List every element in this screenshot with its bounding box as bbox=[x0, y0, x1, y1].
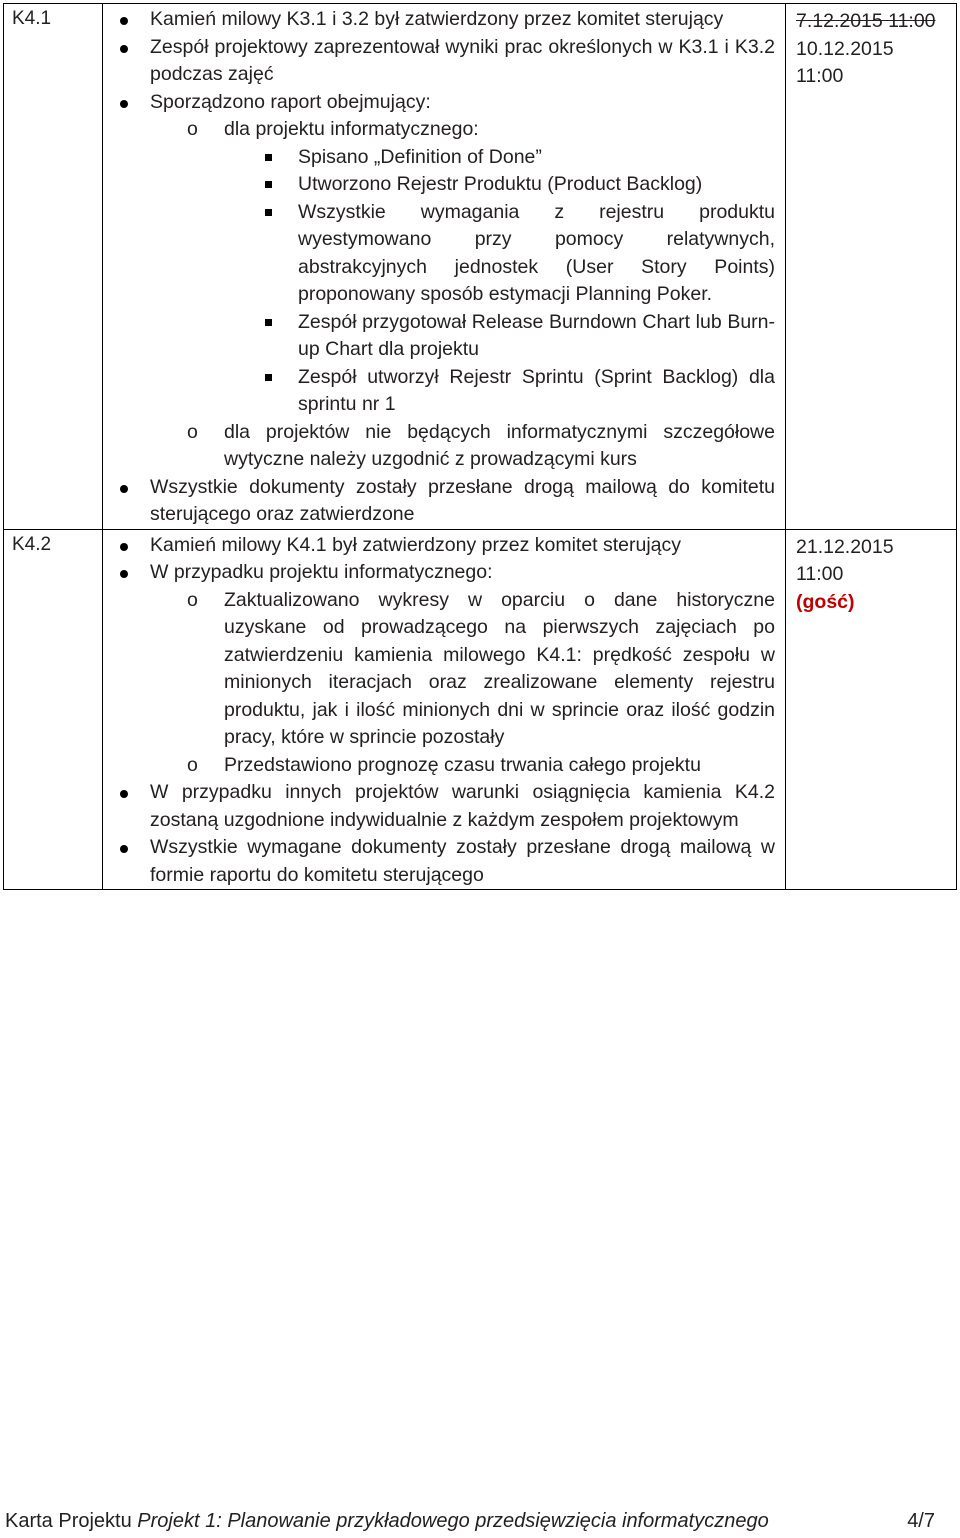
milestone-criteria bbox=[103, 529, 786, 890]
list-item-label: W przypadku projektu informatycznego: bbox=[150, 561, 493, 583]
criteria-list bbox=[103, 4, 785, 529]
footer-title: Projekt 1: Planowanie przykładowego przedsięwzięcia informatycznego bbox=[137, 1510, 769, 1532]
sub-list-item: o Przedstawiono prognozę czasu trwania całego projektu bbox=[224, 752, 775, 780]
revised-time: 11:00 bbox=[796, 65, 844, 87]
sub-sub-list-item: Spisano „Definition of Done” bbox=[298, 144, 775, 172]
list-item: Zespół projektowy zaprezentował wyniki prac określonych w K3.1 i K3.2 podczas zajęć bbox=[150, 34, 775, 89]
milestone-criteria bbox=[103, 4, 786, 530]
sub-sub-list-item: Zespół przygotował Release Burndown Chart lub Burn-up Chart dla projektu bbox=[298, 309, 775, 364]
sub-list bbox=[150, 116, 775, 474]
date: 21.12.2015 bbox=[796, 535, 894, 558]
list-item: Wszystkie dokumenty zostały przesłane drogą mailową do komitetu sterującego oraz zatwierdzone bbox=[150, 474, 775, 529]
sub-sub-list-item: Wszystkie wymagania z rejestru produktu wyestymowano przy pomocy relatywnych, abstrakcyjnych jednostek (User Story Points) proponowany sposób estymacji Planning Poker. bbox=[298, 199, 775, 309]
list-item: Kamień milowy K4.1 był zatwierdzony przez komitet sterujący bbox=[150, 532, 775, 560]
sub-list-item-label: dla projektu informatycznego: bbox=[224, 118, 479, 140]
criteria-list bbox=[103, 530, 785, 890]
sub-sub-list-item: Zespół utworzył Rejestr Sprintu (Sprint Backlog) dla sprintu nr 1 bbox=[298, 364, 775, 419]
list-item bbox=[150, 559, 775, 779]
list-item: W przypadku innych projektów warunki osiągnięcia kamienia K4.2 zostaną uzgodnione indywidualnie z każdym zespołem projektowym bbox=[150, 779, 775, 834]
list-item-label: Sporządzono raport obejmujący: bbox=[150, 90, 431, 113]
list-item bbox=[150, 89, 775, 474]
sub-sub-list bbox=[224, 144, 775, 419]
original-date: 7.12.2015 11:00 bbox=[796, 10, 936, 32]
list-item: Wszystkie wymagane dokumenty zostały przesłane drogą mailową w formie raportu do komitetu sterującego bbox=[150, 834, 775, 889]
milestone-id: K4.2 bbox=[4, 529, 103, 890]
sub-list-item bbox=[224, 116, 775, 419]
table-row bbox=[4, 529, 957, 890]
sub-list bbox=[150, 587, 775, 780]
milestone-id: K4.1 bbox=[4, 4, 103, 530]
milestone-date bbox=[786, 529, 957, 890]
milestone-date bbox=[786, 4, 957, 530]
revised-date: 10.12.2015 bbox=[796, 37, 894, 60]
sub-sub-list-item: Utworzono Rejestr Produktu (Product Backlog) bbox=[298, 171, 775, 199]
sub-list-item: o dla projektów nie będących informatycznymi szczegółowe wytyczne należy uzgodnić z prowadzącymi kurs bbox=[224, 419, 775, 474]
table-row bbox=[4, 4, 957, 530]
milestone-table bbox=[3, 3, 957, 890]
list-item: Kamień milowy K3.1 i 3.2 był zatwierdzony przez komitet sterujący bbox=[150, 6, 775, 34]
page-footer bbox=[5, 1510, 935, 1533]
sub-list-item: o Zaktualizowano wykresy w oparciu o dane historyczne uzyskane od prowadzącego na pierwszych zajęciach po zatwierdzeniu kamienia milowego K4.1: prędkość zespołu w minionych iteracjach oraz zrealizowane elementy rejestru produktu, jak i ilość minionych dni w sprincie oraz ilość godzin pracy, które w sprincie pozostały bbox=[224, 587, 775, 752]
time: 11:00 bbox=[796, 563, 844, 585]
page-number: 4/7 bbox=[907, 1510, 935, 1532]
footer-label: Karta Projektu bbox=[5, 1510, 132, 1532]
guest-note: (gość) bbox=[796, 590, 855, 613]
